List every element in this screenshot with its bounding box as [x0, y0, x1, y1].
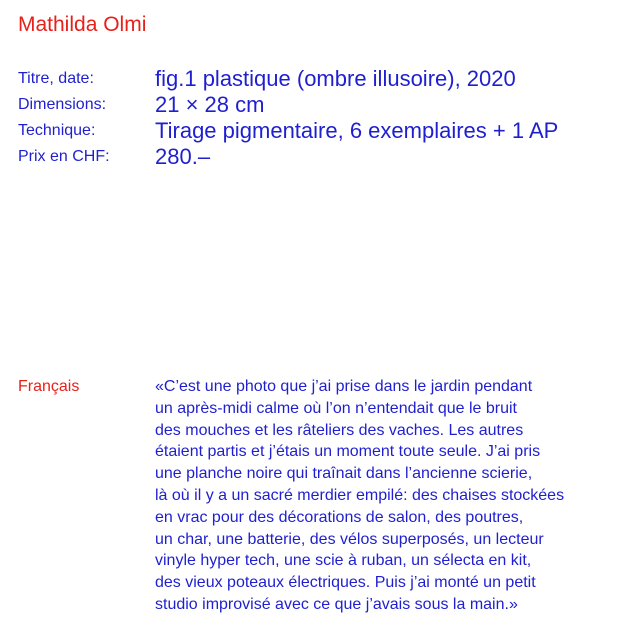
detail-value: 280.– [155, 144, 211, 169]
description-line: une planche noire qui traînait dans l’ancienne scierie, [155, 465, 533, 483]
description-line: studio improvisé avec ce que j’avais sous la main.» [155, 595, 518, 613]
detail-row-dimensions [18, 92, 628, 118]
language-label: Français [18, 378, 80, 395]
description-line: un après-midi calme où l’on n’entendait que le bruit [155, 399, 517, 417]
detail-value: 21 × 28 cm [155, 92, 265, 117]
detail-value: fig.1 plastique (ombre illusoire), 2020 [155, 66, 516, 91]
detail-label: Prix en CHF: [18, 148, 110, 165]
detail-row-title [18, 66, 628, 92]
detail-label: Technique: [18, 122, 96, 139]
description-line: des mouches et les râteliers des vaches. Les autres [155, 421, 524, 439]
detail-value: Tirage pigmentaire, 6 exemplaires + 1 AP [155, 118, 559, 143]
description-line: «C’est une photo que j’ai prise dans le jardin pendant [155, 378, 533, 395]
artist-name: Mathilda Olmi [18, 13, 147, 36]
description-line: là où il y a un sacré merdier empilé: des chaises stockées [155, 486, 565, 504]
detail-row-price [18, 144, 628, 170]
description-line: des vieux poteaux électriques. Puis j’ai monté un petit [155, 574, 536, 592]
description-line: vinyle hyper tech, une scie à ruban, un sélecta en kit, [155, 552, 532, 570]
description-text [155, 376, 625, 616]
detail-row-technique [18, 118, 628, 144]
detail-label: Titre, date: [18, 70, 94, 87]
description-line: étaient partis et j’étais un moment toute seule. J’ai pris [155, 443, 541, 461]
detail-label: Dimensions: [18, 96, 107, 113]
description-line: un char, une batterie, des vélos superposés, un lecteur [155, 530, 544, 548]
description-line: en vrac pour des décorations de salon, des poutres, [155, 508, 524, 526]
